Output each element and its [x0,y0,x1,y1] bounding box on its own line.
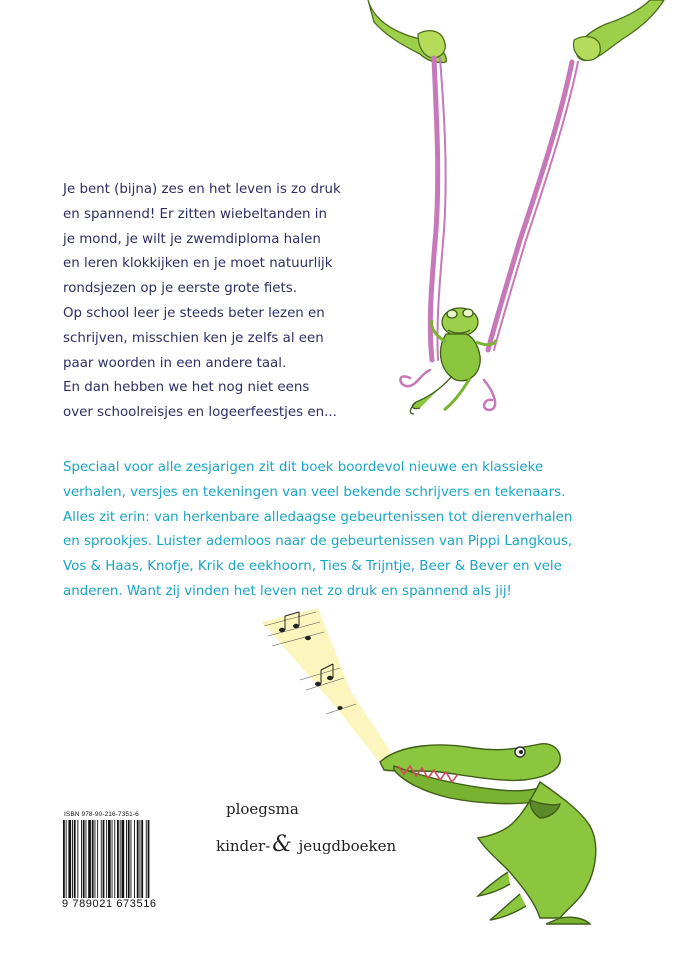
publisher-logo [216,800,396,857]
music-sheet-illustration [262,608,396,768]
promo-line: en sprookjes. Luister ademloos naar de gebeurtenissen van Pippi Langkous, [63,534,573,550]
barcode-digits: 9 789021 673516 [62,898,157,910]
intro-line: schrijven, misschien ken je zelfs al een [63,330,324,346]
imprint-right: jeugdboeken [298,837,397,855]
imprint-left: kinder- [216,837,271,855]
hanging-frog-feet-illustration [368,0,664,63]
intro-line: en leren klokkijken en je moet natuurlijk [63,256,333,272]
intro-line: over schoolreisjes en logeerfeestjes en... [63,405,337,421]
intro-line: paar woorden in een andere taal. [63,355,287,371]
intro-line: Op school leer je steeds beter lezen en [63,305,325,321]
intro-line: Je bent (bijna) zes en het leven is zo druk [63,182,341,197]
ampersand-icon: & [272,832,292,857]
publisher-name: ploegsma [226,800,299,818]
promo-line: Speciaal voor alle zesjarigen zit dit boek boordevol nieuwe en klassieke [63,460,544,475]
intro-line: je mond, je wilt je zwemdiploma halen [63,231,321,247]
promo-paragraph [63,456,643,605]
intro-line: En dan hebben we het nog niet eens [63,380,310,396]
isbn-label: ISBN 978-90-216-7351-6 [64,811,139,818]
crocodile-illustration [380,744,596,924]
publisher-imprint [216,832,396,857]
promo-line: anderen. Want zij vinden het leven net zo druk en spannend als jij! [63,583,512,599]
swinging-frog-illustration [410,308,496,414]
promo-line: verhalen, versjes en tekeningen van veel bekende schrijvers en tekenaars. [63,484,566,500]
intro-line: rondsjezen op je eerste grote fiets. [63,281,298,297]
intro-paragraph [63,178,403,426]
promo-line: Alles zit erin: van herkenbare alledaagse gebeurtenissen tot dierenverhalen [63,509,573,525]
barcode-icon [62,820,174,898]
promo-line: Vos & Haas, Knofje, Krik de eekhoorn, Ties & Trijntje, Beer & Bever en vele [63,559,562,575]
swing-ribbons-illustration [400,58,578,410]
intro-line: en spannend! Er zitten wiebeltanden in [63,206,327,222]
